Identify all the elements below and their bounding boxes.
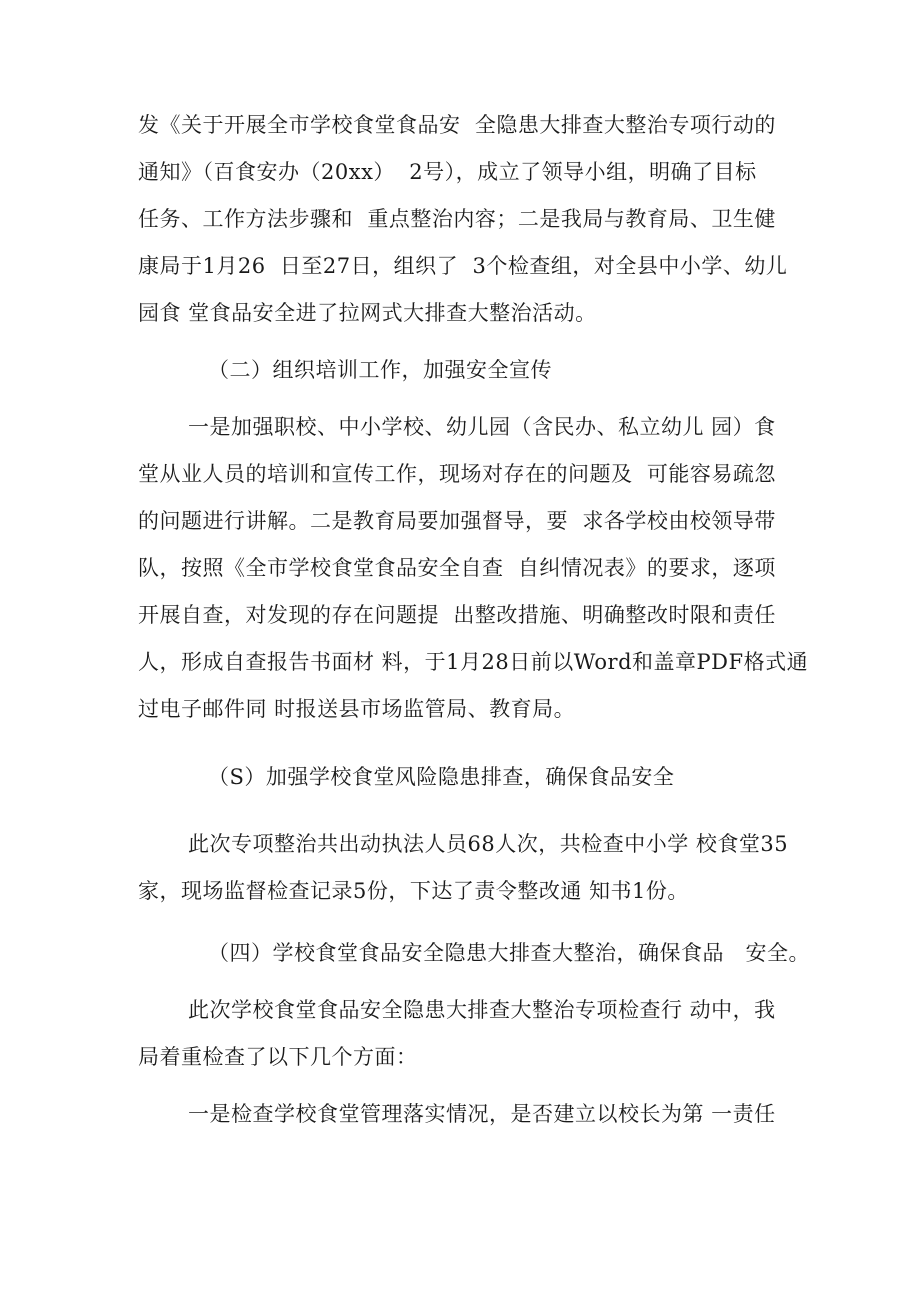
- text-line: 园食 堂食品安全进了拉网式大排查大整治活动。: [138, 301, 597, 325]
- section-heading: （四）学校食堂食品安全隐患大排查大整治，确保食品 安全。: [208, 941, 811, 965]
- text-line: 过电子邮件同 时报送县市场监管局、教育局。: [138, 697, 576, 721]
- text-line: 的问题进行讲解。二是教育局要加强督导，要 求各学校由校领导带: [138, 509, 776, 533]
- section-heading: （S）加强学校食堂风险隐患排查，确保食品安全: [208, 765, 675, 789]
- text-line: 发《关于开展全市学校食堂食品安 全隐患大排查大整治专项行动的: [138, 113, 776, 137]
- text-line: 此次专项整治共出动执法人员68人次，共检查中小学 校食堂35: [188, 832, 789, 856]
- text-line: 任务、工作方法步骤和 重点整治内容；二是我局与教育局、卫生健: [138, 207, 776, 231]
- text-line: 一是加强职校、中小学校、幼儿园（含民办、私立幼儿 园）食: [188, 415, 776, 439]
- text-line: 康局于1月26 日至27日，组织了 3个检查组，对全县中小学、幼儿: [138, 254, 788, 278]
- text-line: 队，按照《全市学校食堂食品安全自查 自纠情况表》的要求，逐项: [138, 556, 776, 580]
- text-line: 人，形成自查报告书面材 料，于1月28日前以Word和盖章PDF格式通: [138, 650, 809, 674]
- text-line: 家，现场监督检查记录5份，下达了责令整改通 知书1份。: [138, 879, 689, 903]
- text-line: 堂从业人员的培训和宣传工作，现场对存在的问题及 可能容易疏忽: [138, 462, 776, 486]
- text-line: 通知》（百食安办（20xx） 2号），成立了领导小组，明确了目标: [138, 160, 757, 184]
- text-line: 局着重检查了以下几个方面：: [138, 1045, 418, 1069]
- text-line: 一是检查学校食堂管理落实情况，是否建立以校长为第 一责任: [188, 1102, 776, 1126]
- section-heading: （二）组织培训工作，加强安全宣传: [208, 358, 552, 382]
- text-line: 此次学校食堂食品安全隐患大排查大整治专项检查行 动中，我: [188, 998, 776, 1022]
- text-line: 开展自查，对发现的存在问题提 出整改措施、明确整改时限和责任: [138, 603, 776, 627]
